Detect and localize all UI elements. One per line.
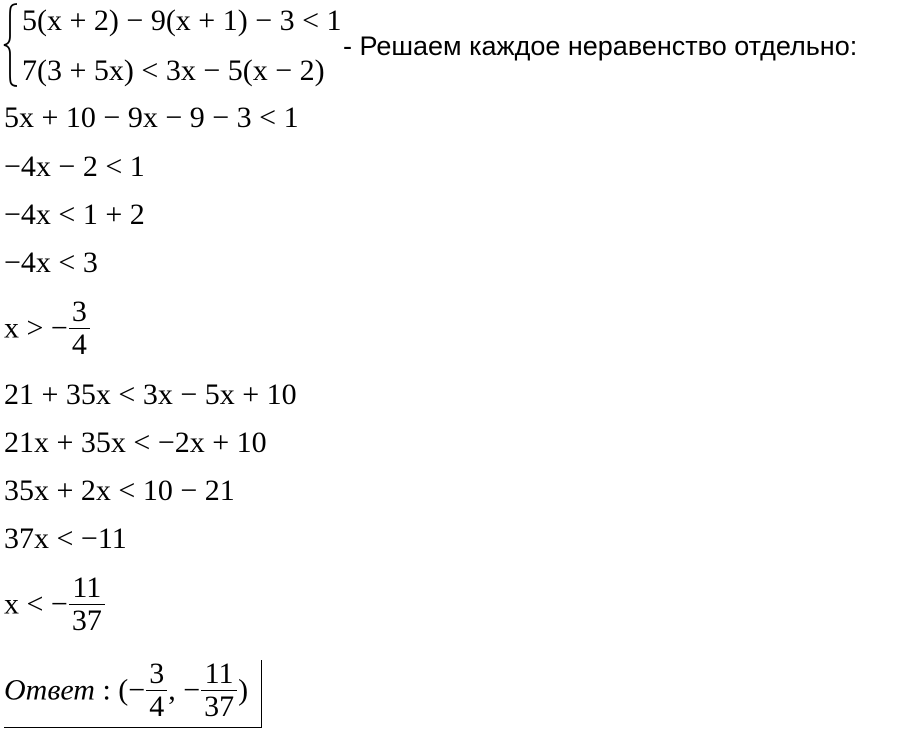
answer-label: Ответ [4, 673, 95, 707]
fraction-numerator: 3 [149, 657, 165, 690]
fraction [69, 572, 105, 637]
instruction-text: - Решаем каждое неравенство отдельно: [343, 31, 858, 61]
answer-separator: , − [168, 673, 201, 707]
fraction [201, 658, 237, 723]
step-line: 5x + 10 − 9x − 9 − 3 < 1 [4, 101, 299, 134]
answer-right-border [261, 660, 262, 728]
answer-content [4, 658, 248, 723]
fraction-denominator: 4 [71, 328, 87, 361]
step-line: −4x < 3 [4, 246, 98, 279]
fraction-numerator: 11 [204, 657, 234, 690]
answer-open: : (− [94, 673, 146, 707]
inequality-system [2, 2, 342, 88]
fraction-denominator: 37 [204, 690, 235, 723]
answer-underline [4, 727, 262, 728]
step-line: −4x − 2 < 1 [4, 150, 145, 183]
fraction-numerator: 3 [71, 295, 87, 328]
fraction [69, 296, 90, 361]
step-line: 21 + 35x < 3x − 5x + 10 [4, 378, 297, 411]
system-inequality-2: 7(3 + 5x) < 3x − 5(x − 2) [22, 54, 325, 87]
system-inequality-1: 5(x + 2) − 9(x + 1) − 3 < 1 [22, 4, 342, 37]
fraction [146, 658, 167, 723]
step-line: 35x + 2x < 10 − 21 [4, 474, 235, 507]
answer-box [4, 658, 262, 728]
fraction-numerator: 11 [72, 571, 102, 604]
result-lhs: x < − [4, 587, 68, 621]
fraction-denominator: 37 [71, 604, 102, 637]
answer-close: ) [238, 673, 249, 707]
result-line-2 [4, 572, 106, 637]
result-line-1 [4, 296, 91, 361]
result-lhs: x > − [4, 311, 68, 345]
step-line: −4x < 1 + 2 [4, 198, 145, 231]
step-line: 37x < −11 [4, 522, 127, 555]
left-brace-icon [2, 2, 20, 88]
fraction-denominator: 4 [149, 690, 165, 723]
step-line: 21x + 35x < −2x + 10 [4, 426, 267, 459]
